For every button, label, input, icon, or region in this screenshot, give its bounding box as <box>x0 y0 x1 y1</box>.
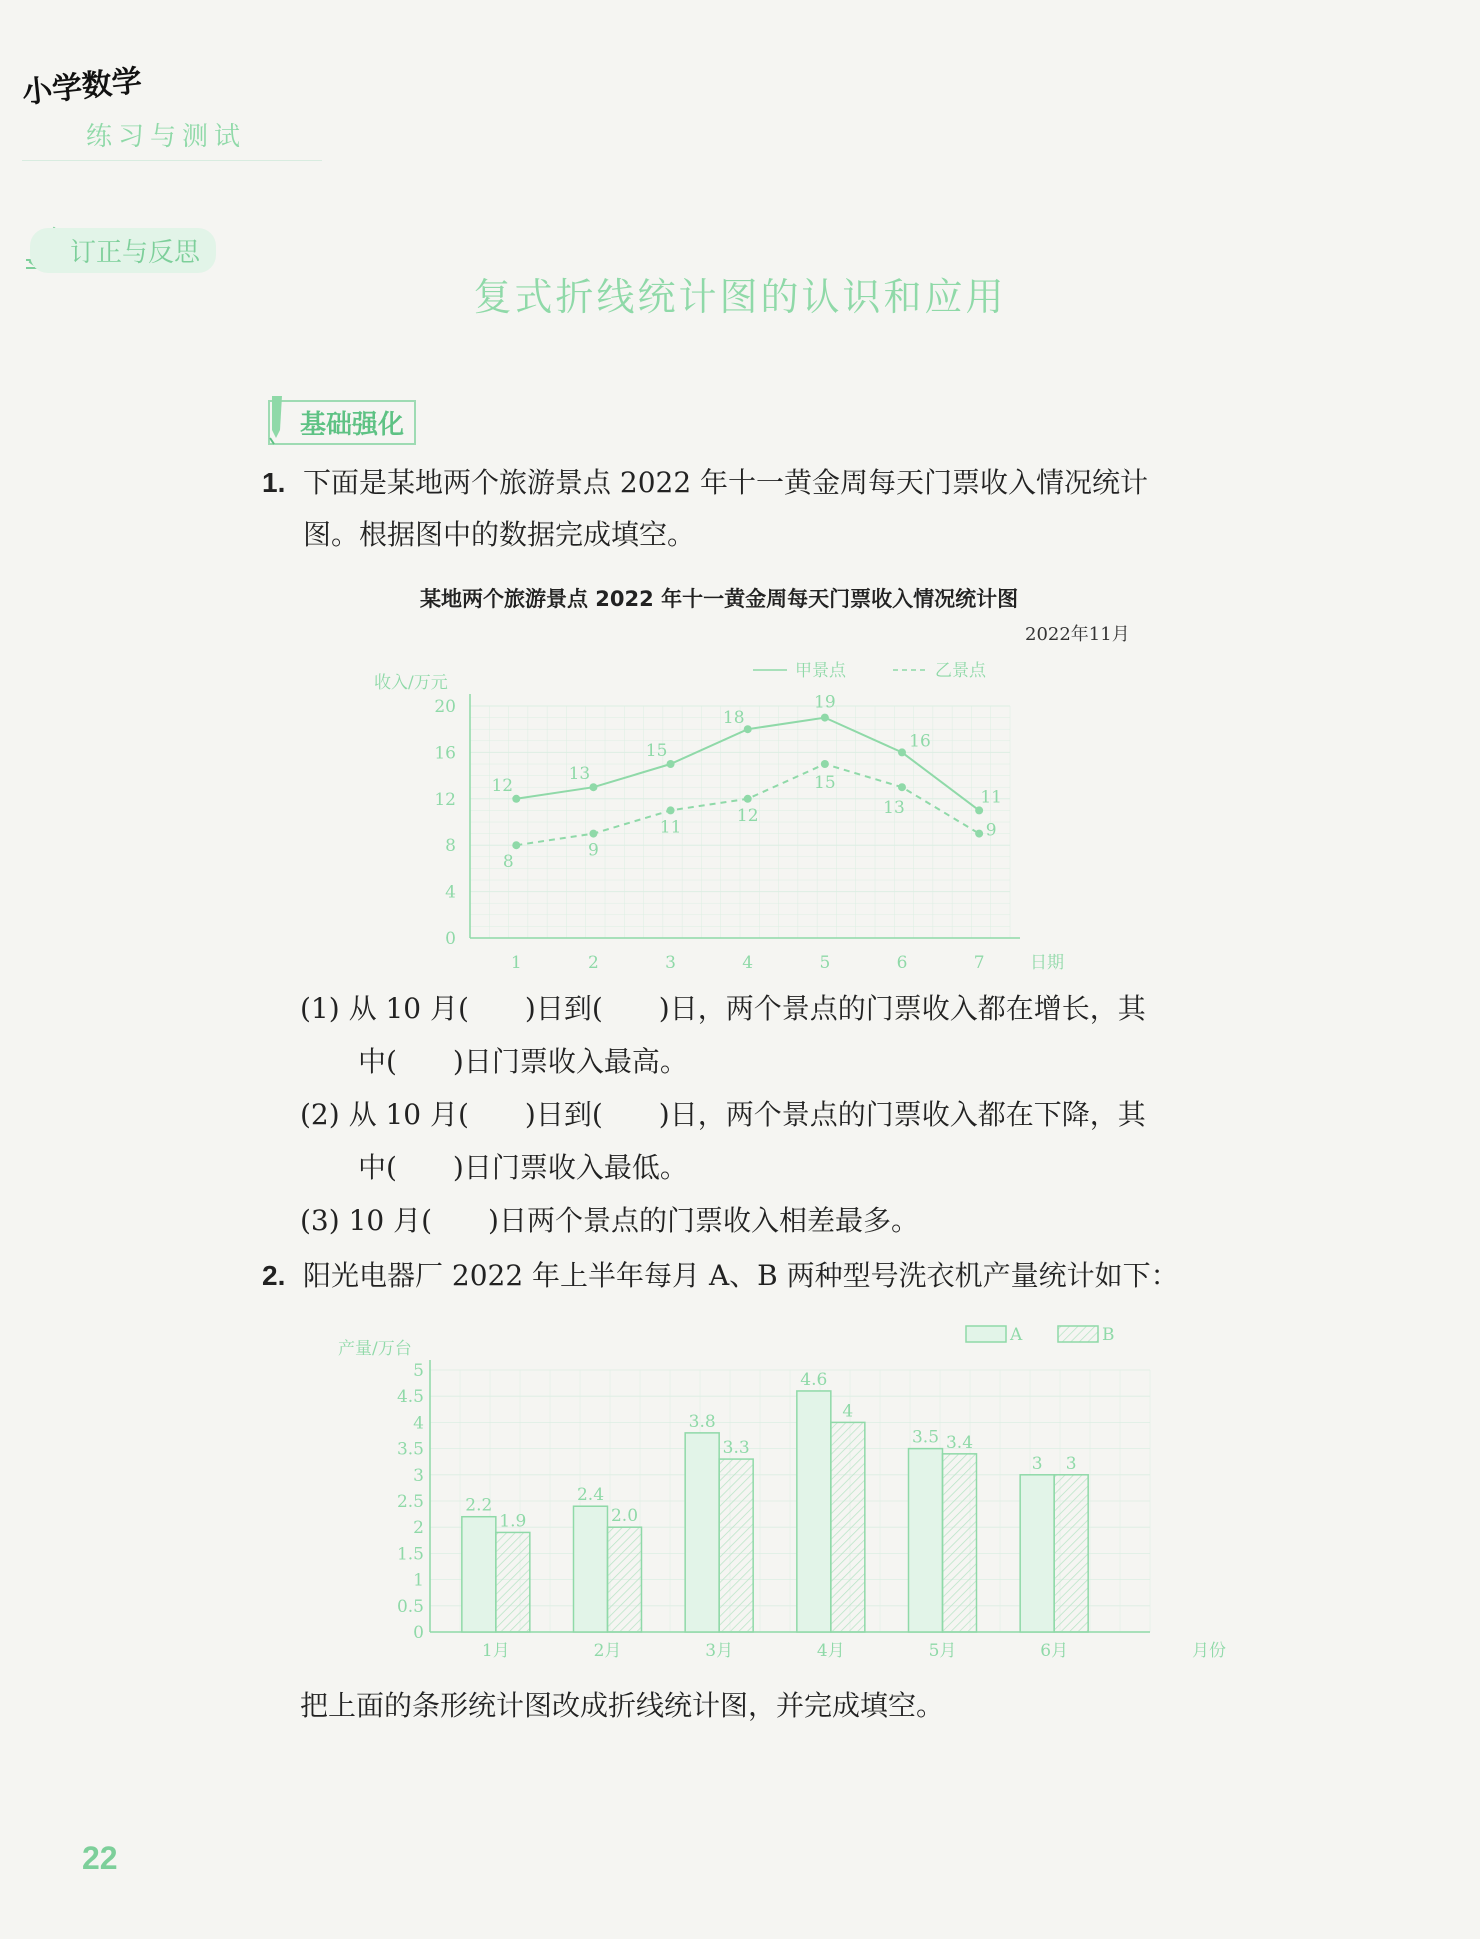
y-tick-label: 1 <box>413 1570 424 1591</box>
data-label: 18 <box>722 708 745 729</box>
chart1-title: 某地两个旅游景点 2022 年十一黄金周每天门票收入情况统计图 <box>420 587 1019 611</box>
y-tick-label: 8 <box>445 836 456 857</box>
q1-sub1-line1: (1) 从 10 月( )日到( )日，两个景点的门票收入都在增长，其 <box>300 992 1146 1025</box>
y-tick-label: 12 <box>434 789 456 810</box>
pencil-marker-icon <box>264 394 288 446</box>
y-tick-label: 4 <box>413 1413 424 1434</box>
legend-label: 乙景点 <box>935 661 986 681</box>
data-point <box>975 806 983 814</box>
bar-value-label: 3.4 <box>945 1432 974 1453</box>
data-point <box>975 830 983 838</box>
x-axis-label: 日期 <box>1030 953 1064 973</box>
y-tick-label: 2 <box>413 1518 424 1539</box>
q1-sub2-line2: 中( )日门票收入最低。 <box>358 1151 688 1184</box>
y-tick-label: 4 <box>445 882 456 903</box>
bar-value-label: 1.9 <box>499 1511 527 1532</box>
data-label: 13 <box>568 764 591 785</box>
data-point <box>589 830 597 838</box>
section-badge <box>268 400 416 445</box>
bar-chart <box>330 1310 1226 1670</box>
bar-value-label: 4 <box>842 1401 854 1422</box>
x-tick-label: 5月 <box>928 1641 957 1661</box>
data-point <box>744 725 752 733</box>
q2-number: 2. <box>262 1260 286 1291</box>
bar <box>462 1517 496 1632</box>
q1-sub3: (3) 10 月( )日两个景点的门票收入相差最多。 <box>300 1204 919 1237</box>
bar <box>496 1532 530 1632</box>
bar <box>574 1506 608 1632</box>
bar <box>943 1454 977 1632</box>
data-point <box>589 783 597 791</box>
q1-sub2-line1: (2) 从 10 月( )日到( )日，两个景点的门票收入都在下降，其 <box>300 1098 1146 1131</box>
bar <box>608 1527 642 1632</box>
legend-label: B <box>1102 1325 1115 1345</box>
data-label: 15 <box>645 741 668 761</box>
data-label: 11 <box>980 787 1002 808</box>
y-tick-label: 3.5 <box>396 1439 424 1460</box>
bar-value-label: 3.5 <box>911 1427 940 1448</box>
page-number: 22 <box>82 1840 118 1876</box>
bar-value-label: 3 <box>1065 1453 1077 1474</box>
chart1-date-note: 2022年11月 <box>1025 624 1130 645</box>
y-tick-label: 0 <box>413 1623 424 1643</box>
legend-label: 甲景点 <box>795 661 846 681</box>
y-axis-label: 收入/万元 <box>374 673 448 693</box>
lesson-title: 复式折线统计图的认识和应用 <box>473 275 1007 319</box>
data-label: 12 <box>736 805 759 826</box>
q2-followup: 把上面的条形统计图改成折线统计图，并完成填空。 <box>300 1689 945 1722</box>
line-chart <box>360 650 1064 973</box>
q1-number: 1. <box>262 467 286 498</box>
bar <box>685 1433 719 1632</box>
x-tick-label: 1 <box>510 953 522 973</box>
data-label: 8 <box>502 852 514 873</box>
header-divider <box>22 160 322 161</box>
y-axis-label: 产量/万台 <box>338 1339 412 1359</box>
y-tick-label: 2.5 <box>396 1492 424 1512</box>
data-point <box>821 760 829 768</box>
data-point <box>898 748 906 756</box>
data-label: 15 <box>814 773 836 793</box>
bar-value-label: 2.4 <box>576 1485 605 1506</box>
data-label: 9 <box>588 840 599 861</box>
bar <box>719 1459 753 1632</box>
legend-swatch <box>1058 1326 1098 1342</box>
data-point <box>898 783 906 791</box>
data-label: 19 <box>814 692 836 713</box>
section-label: 基础强化 <box>268 400 416 445</box>
data-point <box>744 795 752 803</box>
q1-text-line2: 图。根据图中的数据完成填空。 <box>303 518 696 551</box>
bar <box>1020 1475 1054 1632</box>
data-label: 13 <box>883 798 905 819</box>
bar <box>909 1449 943 1632</box>
data-point <box>512 841 520 849</box>
y-tick-label: 0.5 <box>396 1596 424 1617</box>
data-point <box>821 714 829 722</box>
data-point <box>667 760 675 768</box>
y-tick-label: 3 <box>413 1465 424 1486</box>
bar <box>831 1422 865 1632</box>
data-label: 11 <box>659 817 682 838</box>
data-point <box>667 806 675 814</box>
x-tick-label: 6 <box>896 953 908 973</box>
bar-value-label: 3.8 <box>688 1411 716 1432</box>
y-tick-label: 16 <box>434 743 456 764</box>
x-tick-label: 7 <box>973 953 985 973</box>
data-label: 16 <box>909 731 931 752</box>
y-tick-label: 20 <box>434 697 456 717</box>
legend-label: A <box>1010 1325 1023 1345</box>
bar <box>797 1391 831 1632</box>
x-tick-label: 4月 <box>816 1641 845 1661</box>
book-series-title: 小学数学 <box>20 63 144 111</box>
correction-reflection-tag: 订正与反思 <box>30 228 216 273</box>
x-tick-label: 3月 <box>705 1641 734 1661</box>
q1-text-line1: 下面是某地两个旅游景点 2022 年十一黄金周每天门票收入情况统计 <box>303 466 1149 499</box>
q1-sub1-line2: 中( )日门票收入最高。 <box>358 1045 688 1078</box>
y-tick-label: 5 <box>413 1361 424 1381</box>
bar-value-label: 2.0 <box>610 1506 639 1527</box>
y-tick-label: 0 <box>445 929 456 949</box>
legend-swatch <box>966 1326 1006 1342</box>
x-tick-label: 4 <box>742 953 754 973</box>
x-tick-label: 1月 <box>481 1641 510 1661</box>
data-point <box>512 795 520 803</box>
data-label: 12 <box>491 775 514 796</box>
book-subtitle: 练习与测试 <box>86 122 247 152</box>
x-axis-label: 月份 <box>1192 1641 1226 1661</box>
x-tick-label: 2 <box>588 953 599 973</box>
x-tick-label: 2月 <box>593 1641 622 1661</box>
bar-value-label: 2.2 <box>465 1495 493 1516</box>
bar <box>1054 1475 1088 1632</box>
q2-text: 阳光电器厂 2022 年上半年每月 A、B 两种型号洗衣机产量统计如下： <box>303 1259 1179 1292</box>
data-label: 9 <box>985 820 997 841</box>
bar-value-label: 3 <box>1031 1453 1043 1474</box>
x-tick-label: 5 <box>819 953 831 973</box>
bar-value-label: 3.3 <box>722 1438 750 1459</box>
x-tick-label: 3 <box>665 953 676 973</box>
y-tick-label: 1.5 <box>396 1544 424 1565</box>
x-tick-label: 6月 <box>1040 1641 1069 1661</box>
y-tick-label: 4.5 <box>396 1387 424 1408</box>
bar-value-label: 4.6 <box>800 1369 828 1390</box>
